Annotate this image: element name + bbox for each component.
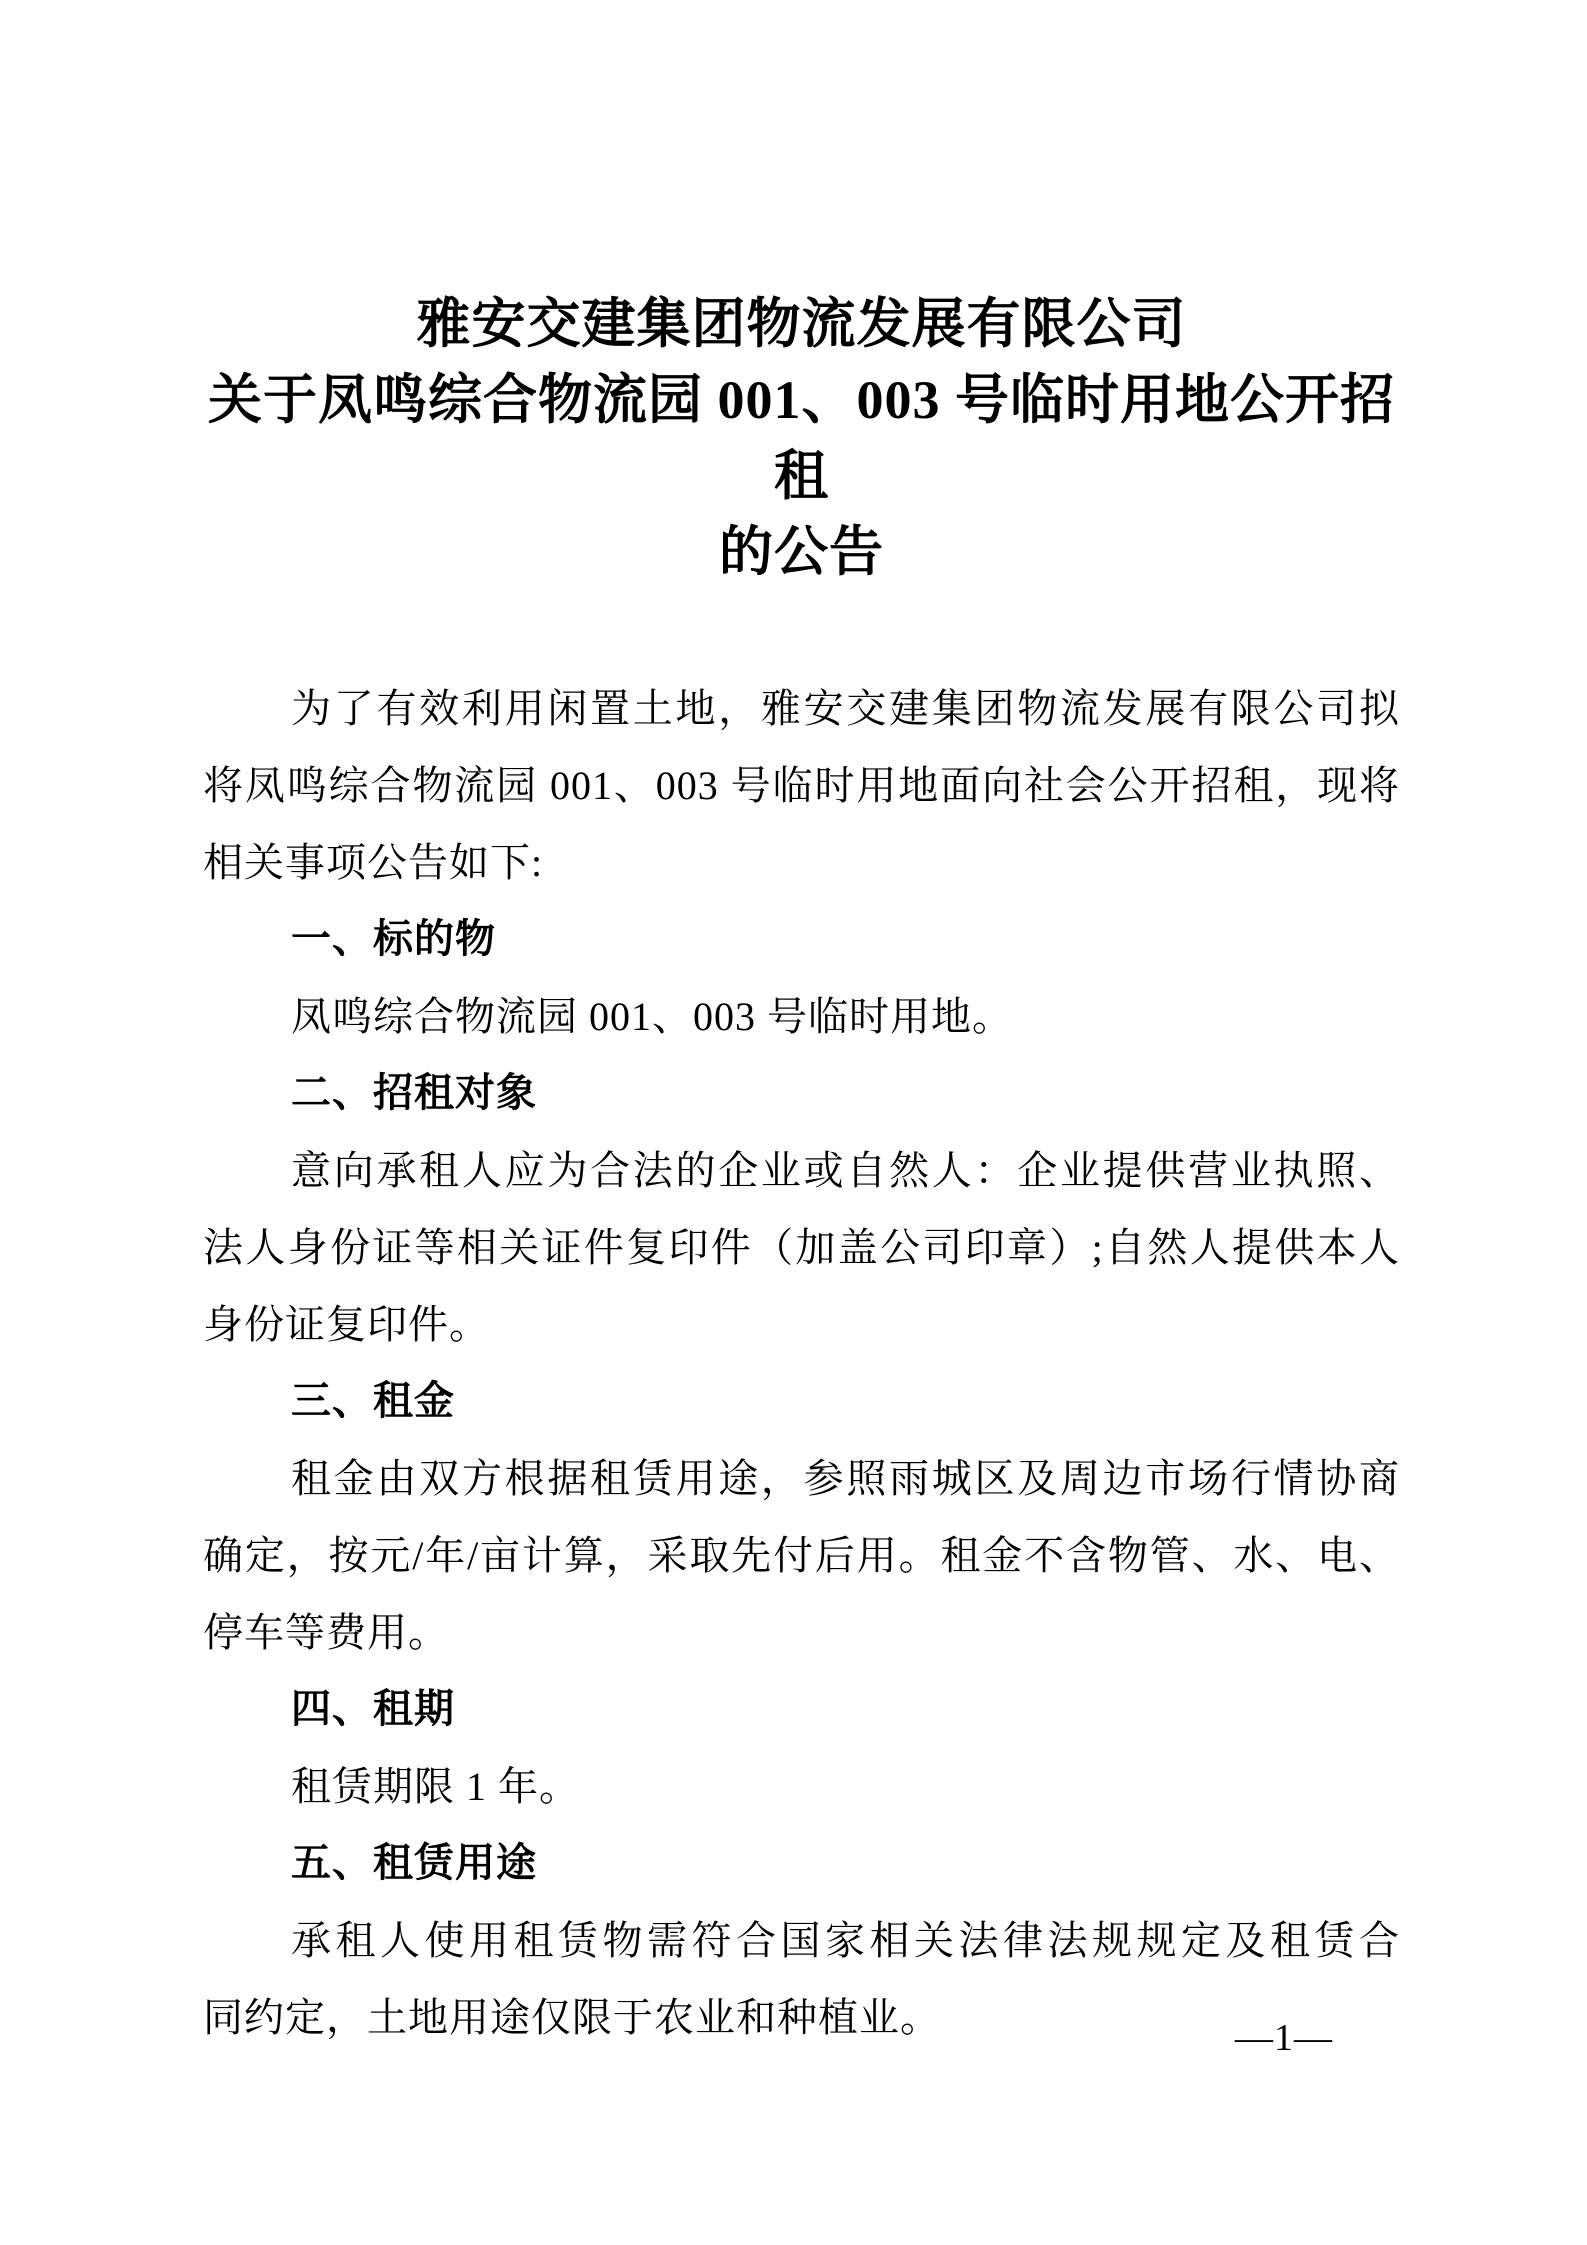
section-5-line-2: 同约定，土地用途仅限于农业和种植业。 xyxy=(203,1995,941,2040)
section-1-line-1: 凤鸣综合物流园 001、003 号临时用地。 xyxy=(291,994,1013,1039)
section-2-heading: 二、招租对象 xyxy=(291,1071,537,1115)
title-line-1: 雅安交建集团物流发展有限公司 xyxy=(416,294,1187,354)
title-body-spacer xyxy=(203,590,1400,670)
section-2-line-2: 法人身份证等相关证件复印件（加盖公司印章）;自然人提供本人 xyxy=(203,1225,1400,1270)
title-line-2: 关于凤鸣综合物流园 001、003 号临时用地公开招租 xyxy=(208,370,1395,506)
intro-line-1: 为了有效利用闲置土地，雅安交建集团物流发展有限公司拟 xyxy=(291,686,1400,731)
section-2-line-1: 意向承租人应为合法的企业或自然人：企业提供营业执照、 xyxy=(291,1148,1400,1193)
section-4-line-1: 租赁期限 1 年。 xyxy=(291,1764,580,1809)
intro-line-3: 相关事项公告如下: xyxy=(203,840,544,885)
intro-line-2: 将凤鸣综合物流园 001、003 号临时用地面向社会公开招租，现将 xyxy=(203,763,1400,808)
document-content xyxy=(203,286,1400,2056)
section-1-heading: 一、标的物 xyxy=(291,917,496,961)
section-5-heading: 五、租赁用途 xyxy=(291,1841,537,1885)
title-line-3: 的公告 xyxy=(719,522,884,582)
section-3-line-1: 租金由双方根据租赁用途，参照雨城区及周边市场行情协商 xyxy=(291,1456,1400,1501)
section-3-line-2: 确定，按元/年/亩计算，采取先付后用。租金不含物管、水、电、 xyxy=(203,1533,1400,1578)
section-3-heading: 三、租金 xyxy=(291,1379,455,1423)
section-4-heading: 四、租期 xyxy=(291,1687,455,1731)
page-number: —1— xyxy=(1235,2017,1333,2059)
section-3-line-3: 停车等费用。 xyxy=(203,1610,449,1655)
section-2-line-3: 身份证复印件。 xyxy=(203,1302,490,1347)
section-5-line-1: 承租人使用租赁物需符合国家相关法律法规规定及租赁合 xyxy=(291,1918,1400,1963)
